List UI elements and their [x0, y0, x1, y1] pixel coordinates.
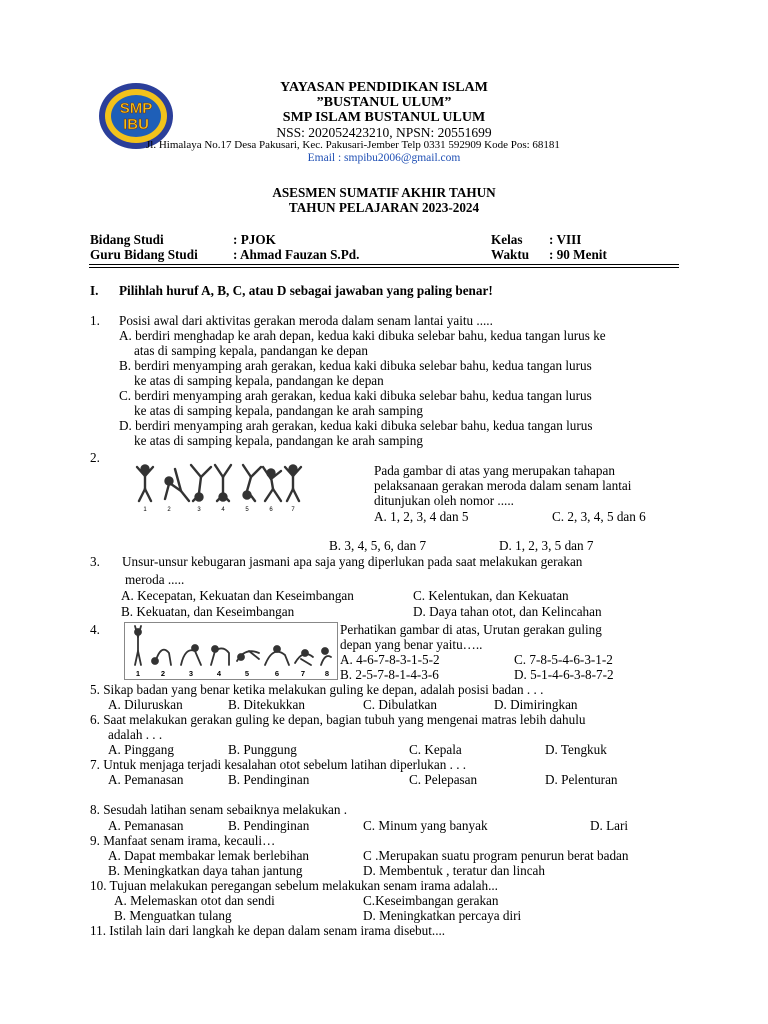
logo-text-bottom: IBU [123, 116, 149, 133]
q1-option-c: C. berdiri menyamping arah gerakan, kedua kaki dibuka selebar bahu, kedua tangan lurus [119, 388, 592, 403]
cartwheel-number-4: 4 [221, 507, 225, 513]
q9-option-d: D. Membentuk , teratur dan lincah [363, 863, 546, 878]
header-divider-double [89, 267, 679, 268]
q8-option-b: B. Pendinginan [228, 818, 310, 833]
roll-number-5: 5 [244, 669, 250, 678]
school-email[interactable]: Email : smpibu2006@gmail.com [307, 152, 461, 164]
q1-option-c-cont: ke atas di samping kepala, pandangan ke arah samping [134, 403, 423, 418]
exam-title: ASESMEN SUMATIF AKHIR TAHUN [272, 185, 496, 200]
q8-option-a: A. Pemanasan [108, 818, 184, 833]
q2-text-line1: Pada gambar di atas yang merupakan tahapan [374, 463, 615, 478]
q10-option-d: D. Meningkatkan percaya diri [363, 908, 522, 923]
q8-option-c: C. Minum yang banyak [363, 818, 488, 833]
q5-option-c: C. Dibulatkan [363, 697, 437, 712]
section-instruction: Pilihlah huruf A, B, C, atau D sebagai jawaban yang paling benar! [119, 283, 493, 298]
q6-text-line1: 6. Saat melakukan gerakan guling ke depan, bagian tubuh yang mengenai matras lebih dahulu [90, 712, 586, 727]
teacher-value: : Ahmad Fauzan S.Pd. [233, 247, 360, 262]
q6-option-c: C. Kepala [409, 742, 462, 757]
q9-option-c: C .Merupakan suatu program penurun berat badan [363, 848, 629, 863]
q9-option-a: A. Dapat membakar lemak berlebihan [108, 848, 310, 863]
class-label: Kelas [491, 232, 523, 247]
q4-option-d: D. 5-1-4-6-3-8-7-2 [514, 667, 614, 682]
header-divider [89, 264, 679, 265]
school-name: SMP ISLAM BUSTANUL ULUM [282, 110, 486, 125]
q10-option-c: C.Keseimbangan gerakan [363, 893, 499, 908]
q4-number: 4. [90, 622, 100, 637]
subject-value: : PJOK [233, 232, 276, 247]
q2-option-c: C. 2, 3, 4, 5 dan 6 [552, 509, 646, 524]
q2-text-line2: pelaksanaan gerakan meroda dalam senam lantai [374, 478, 632, 493]
roll-number-2: 2 [160, 669, 166, 678]
q3-text-line2: meroda ..... [125, 572, 185, 587]
q1-option-b-cont: ke atas di samping kepala, pandangan ke depan [134, 373, 384, 388]
forward-roll-figure [124, 622, 338, 680]
roll-number-1: 1 [135, 669, 141, 678]
q4-text-line2: depan yang benar yaitu….. [340, 637, 483, 652]
q3-option-a: A. Kecepatan, Kekuatan dan Keseimbangan [121, 588, 354, 603]
q8-option-d: D. Lari [590, 818, 629, 833]
cartwheel-number-5: 5 [245, 507, 249, 513]
exam-year: TAHUN PELAJARAN 2023-2024 [288, 200, 480, 215]
q4-option-a: A. 4-6-7-8-3-1-5-2 [340, 652, 440, 667]
time-label: Waktu [491, 247, 530, 262]
q10-option-a: A. Melemaskan otot dan sendi [114, 893, 275, 908]
q1-number: 1. [90, 313, 100, 328]
subject-label: Bidang Studi [90, 232, 164, 247]
q9-option-b: B. Meningkatkan daya tahan jantung [108, 863, 303, 878]
q8-text: 8. Sesudah latihan senam sebaiknya melakukan . [90, 802, 348, 817]
q7-option-c: C. Pelepasan [409, 772, 478, 787]
q2-option-a: A. 1, 2, 3, 4 dan 5 [374, 509, 469, 524]
q1-text: Posisi awal dari aktivitas gerakan meroda dalam senam lantai yaitu ..... [119, 313, 493, 328]
class-value: : VIII [549, 232, 582, 247]
q2-text-line3: ditunjukan oleh nomor ..... [374, 493, 514, 508]
q4-option-b: B. 2-5-7-8-1-4-3-6 [340, 667, 439, 682]
roll-number-7: 7 [300, 669, 306, 678]
q1-option-a: A. berdiri menghadap ke arah depan, kedua kaki dibuka selebar bahu, kedua tangan lurus ke [119, 328, 606, 343]
roll-number-4: 4 [216, 669, 222, 678]
q2-option-d: D. 1, 2, 3, 5 dan 7 [499, 538, 594, 553]
time-value: : 90 Menit [549, 247, 607, 262]
q5-option-b: B. Ditekukkan [228, 697, 305, 712]
q3-text-line1: Unsur-unsur kebugaran jasmani apa saja yang diperlukan pada saat melakukan gerakan [122, 554, 583, 569]
school-address: Jl. Himalaya No.17 Desa Pakusari, Kec. Pakusari-Jember Telp 0331 592909 Kode Pos: 68181 [146, 139, 560, 151]
cartwheel-number-7: 7 [291, 507, 295, 513]
q4-option-c: C. 7-8-5-4-6-3-1-2 [514, 652, 613, 667]
q1-option-d: D. berdiri menyamping arah gerakan, kedua kaki dibuka selebar bahu, kedua tangan lurus [119, 418, 593, 433]
teacher-label: Guru Bidang Studi [90, 247, 198, 262]
q2-option-b: B. 3, 4, 5, 6, dan 7 [329, 538, 427, 553]
cartwheel-number-6: 6 [269, 507, 273, 513]
foundation-subname: ”BUSTANUL ULUM” [316, 95, 452, 110]
q2-number: 2. [90, 450, 100, 465]
q1-option-d-cont: ke atas di samping kepala, pandangan ke arah samping [134, 433, 423, 448]
roll-number-8: 8 [324, 669, 330, 678]
q3-option-b: B. Kekuatan, dan Keseimbangan [121, 604, 295, 619]
q3-option-c: C. Kelentukan, dan Kekuatan [413, 588, 569, 603]
q7-option-a: A. Pemanasan [108, 772, 184, 787]
roll-number-6: 6 [274, 669, 280, 678]
q1-option-b: B. berdiri menyamping arah gerakan, kedua kaki dibuka selebar bahu, kedua tangan lurus [119, 358, 592, 373]
q10-text: 10. Tujuan melakukan peregangan sebelum melakukan senam irama adalah... [90, 878, 498, 893]
q11-text: 11. Istilah lain dari langkah ke depan dalam senam irama disebut.... [90, 923, 446, 938]
logo-text-top: SMP [119, 100, 153, 117]
q4-text-line1: Perhatikan gambar di atas, Urutan gerakan guling [340, 622, 602, 637]
q5-option-d: D. Dimiringkan [494, 697, 578, 712]
q7-option-b: B. Pendinginan [228, 772, 310, 787]
roll-number-3: 3 [188, 669, 194, 678]
q5-option-a: A. Diluruskan [108, 697, 183, 712]
q10-option-b: B. Menguatkan tulang [114, 908, 232, 923]
foundation-name: YAYASAN PENDIDIKAN ISLAM [280, 80, 488, 95]
q6-text-line2: adalah . . . [108, 727, 163, 742]
cartwheel-number-1: 1 [143, 507, 147, 513]
nss-npsn: NSS: 202052423210, NPSN: 20551699 [276, 125, 492, 140]
q9-text: 9. Manfaat senam irama, kecauli… [90, 833, 276, 848]
q6-option-a: A. Pinggang [108, 742, 174, 757]
cartwheel-number-3: 3 [197, 507, 201, 513]
cartwheel-figure [119, 459, 309, 514]
q7-option-d: D. Pelenturan [545, 772, 618, 787]
q5-text: 5. Sikap badan yang benar ketika melakukan guling ke depan, adalah posisi badan . . . [90, 682, 544, 697]
q6-option-b: B. Punggung [228, 742, 297, 757]
section-number: I. [90, 283, 99, 298]
q3-number: 3. [90, 554, 100, 569]
q7-text: 7. Untuk menjaga terjadi kesalahan otot sebelum latihan diperlukan . . . [90, 757, 467, 772]
q1-option-a-cont: atas di samping kepala, pandangan ke depan [134, 343, 368, 358]
q6-option-d: D. Tengkuk [545, 742, 607, 757]
q3-option-d: D. Daya tahan otot, dan Kelincahan [413, 604, 602, 619]
cartwheel-number-2: 2 [167, 507, 171, 513]
